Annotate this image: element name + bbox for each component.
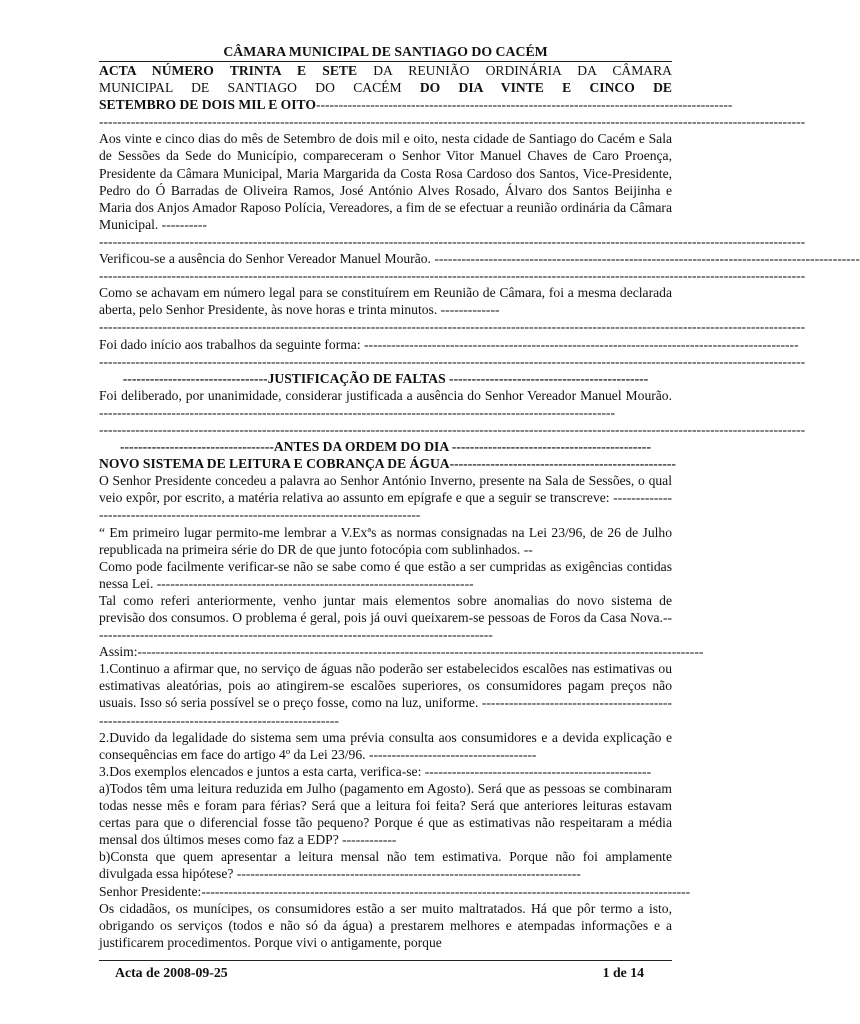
heading-water-system: NOVO SISTEMA DE LEITURA E COBRANÇA DE ÁGUA--------------------------------------------------	[99, 456, 676, 472]
separator: ------------------------------------------------------------------------------------------------------------------------------------------------------------	[99, 319, 806, 335]
paragraph-speaker: O Senhor Presidente concedeu a palavra ao Senhor António Inverno, presente na Sala de Sessões, o qual veio expôr, por escrito, a matéria relativa ao assunto em epígrafe e que a seguir se transcreve: ------------------------------------------------------------------------------------	[99, 473, 673, 523]
paragraph-law-reference: “ Em primeiro lugar permito-me lembrar a V.Exªs as normas consignadas na Lei 23/96, de 26 de Julho republicada na primeira série do DR de que junto fotocópia com sublinhados. --	[99, 524, 672, 557]
separator: ------------------------------------------------------------------------------------------------------------------------------------------------------------	[99, 268, 806, 284]
page-header-title: CÂMARA MUNICIPAL DE SANTIAGO DO CACÉM	[99, 42, 672, 62]
minutes-body-name: MUNICIPAL DE SANTIAGO DO CACÉM	[99, 80, 420, 96]
paragraph-point-2: 2.Duvido da legalidade do sistema sem uma prévia consulta aos consumidores e a devida explicação e consequências em face do artigo 4º da Lei 23/96. -------------------------------------	[99, 729, 672, 762]
separator: ------------------------------------------------------------------------------------------------------------------------------------------------------------	[99, 114, 806, 130]
minutes-number: ACTA NÚMERO TRINTA E SETE	[99, 63, 358, 78]
footer-minutes-date: Acta de 2008-09-25	[115, 965, 228, 980]
minutes-date-part2: SETEMBRO DE DOIS MIL E OITO	[99, 97, 316, 113]
paragraph-point-3: 3.Dos exemplos elencados e juntos a esta carta, verifica-se: --------------------------------------------------	[99, 763, 652, 779]
paragraph-mr-president: Senhor Presidente:------------------------------------------------------------------------------------------------------------	[99, 883, 691, 899]
paragraph-start-work: Foi dado início aos trabalhos da seguinte forma: ------------------------------------------------------------------------------------------------	[99, 336, 799, 352]
footer-page-number: 1 de 14	[602, 965, 644, 980]
paragraph-point-b: b)Consta que quem apresentar a leitura mensal não tem estimativa. Porque não foi amplamente divulgada essa hipótese? ----------------------------------------------------------------------------	[99, 849, 672, 882]
paragraph-absence: Verificou-se a ausência do Senhor Vereador Manuel Mourão. ----------------------------------------------------------------------------------------------	[99, 251, 860, 267]
heading-before-agenda: ----------------------------------ANTES DA ORDEM DO DIA --------------------------------------------	[120, 439, 651, 455]
paragraph-citizens: Os cidadãos, os munícipes, os consumidores estão a ser muito maltratados. Há que pôr termo a isto, obrigando os serviços (todos e não só da água) a prestarem melhores e atempadas informações e a justificarem procedimentos. Porque vivi o antigamente, porque	[99, 900, 672, 950]
paragraph-anomalies: Tal como referi anteriormente, venho juntar mais elementos sobre anomalias do novo sistema de previsão dos consumos. O problema é geral, pois já ouvi queixarem-se pessoas de Foros da Casa Nova.-----------------------------------------------------------------------------------------	[99, 592, 672, 643]
minutes-type: DA REUNIÃO ORDINÁRIA DA CÂMARA	[357, 63, 672, 78]
minutes-date-part1: DO DIA VINTE E CINCO DE	[419, 80, 672, 96]
heading-justification: --------------------------------JUSTIFICAÇÃO DE FALTAS --------------------------------------------	[122, 370, 649, 386]
separator: ------------------------------------------------------------------------------------------------------------------------------------------------------------	[99, 233, 806, 249]
paragraph-attendance: Aos vinte e cinco dias do mês de Setembro de dois mil e oito, nesta cidade de Santiago do Cacém e Sala de Sessões da Sede do Município, compareceram o Senhor Vitor Manuel Chaves de Caro Proença, Presidente da Câmara Municipal, Maria Margarida da Costa Rosa Cardoso dos Santos, Vice-Presidente, Pedro do Ó Barradas de Oliveira Ramos, José António Alves Rosado, Álvaro dos Santos Beijinha e Maria dos Anjos Amador Raposo Polícia, Vereadores, a fim de se efectuar a reunião ordinária da Câmara Municipal. ----------	[99, 131, 672, 232]
paragraph-compliance: Como pode facilmente verificar-se não se sabe como é que estão a ser cumpridas as exigências contidas nessa Lei. ----------------------------------------------------------------------	[99, 558, 672, 591]
paragraph-opening: Como se achavam em número legal para se constituírem em Reunião de Câmara, foi a mesma declarada aberta, pelo Senhor Presidente, às nove horas e trinta minutos. -------------	[99, 285, 672, 318]
paragraph-thus: Assim:-----------------------------------------------------------------------------------------------------------------------------	[99, 644, 704, 660]
paragraph-justification: Foi deliberado, por unanimidade, considerar justificada a ausência do Senhor Vereador Manuel Mourão. ------------------------------------------------------------------------------------------------------------------	[99, 387, 672, 420]
minutes-title: ACTA NÚMERO TRINTA E SETE DA REUNIÃO ORDINÁRIA DA CÂMARA MUNICIPAL DE SANTIAGO DO CACÉM DO DIA VINTE E CINCO DE SETEMBRO DE DOIS MIL E OITO--------------------------------------------------------------------------------------------	[99, 63, 733, 113]
paragraph-point-a: a)Todos têm uma leitura reduzida em Julho (pagamento em Agosto). Será que as pessoas se combinaram todas nesse mês e foram para férias? Será que a leitura foi feita? Será que anteriores leituras estavam certas para que o diferencial fosse tão pequeno? Porque é que as estimativas não respeitaram a média mensal dos últimos meses como faz a EDP? ------------	[99, 780, 672, 848]
paragraph-point-1: 1.Continuo a afirmar que, no serviço de águas não poderão ser estabelecidos escalões nas estimativas ou estimativas aleatórias, pois ao atingirem-se escalões superiores, os consumidores pagam preços não usuais. Isso só seria possível se o preço fosse, como na luz, uniforme. -----------------------------------------------------------------------------------------------	[99, 661, 672, 728]
separator: ------------------------------------------------------------------------------------------------------------------------------------------------------------	[99, 421, 806, 437]
document-page	[99, 42, 860, 951]
separator: ------------------------------------------------------------------------------------------------------------------------------------------------------------	[99, 353, 806, 369]
page-footer	[99, 960, 672, 980]
